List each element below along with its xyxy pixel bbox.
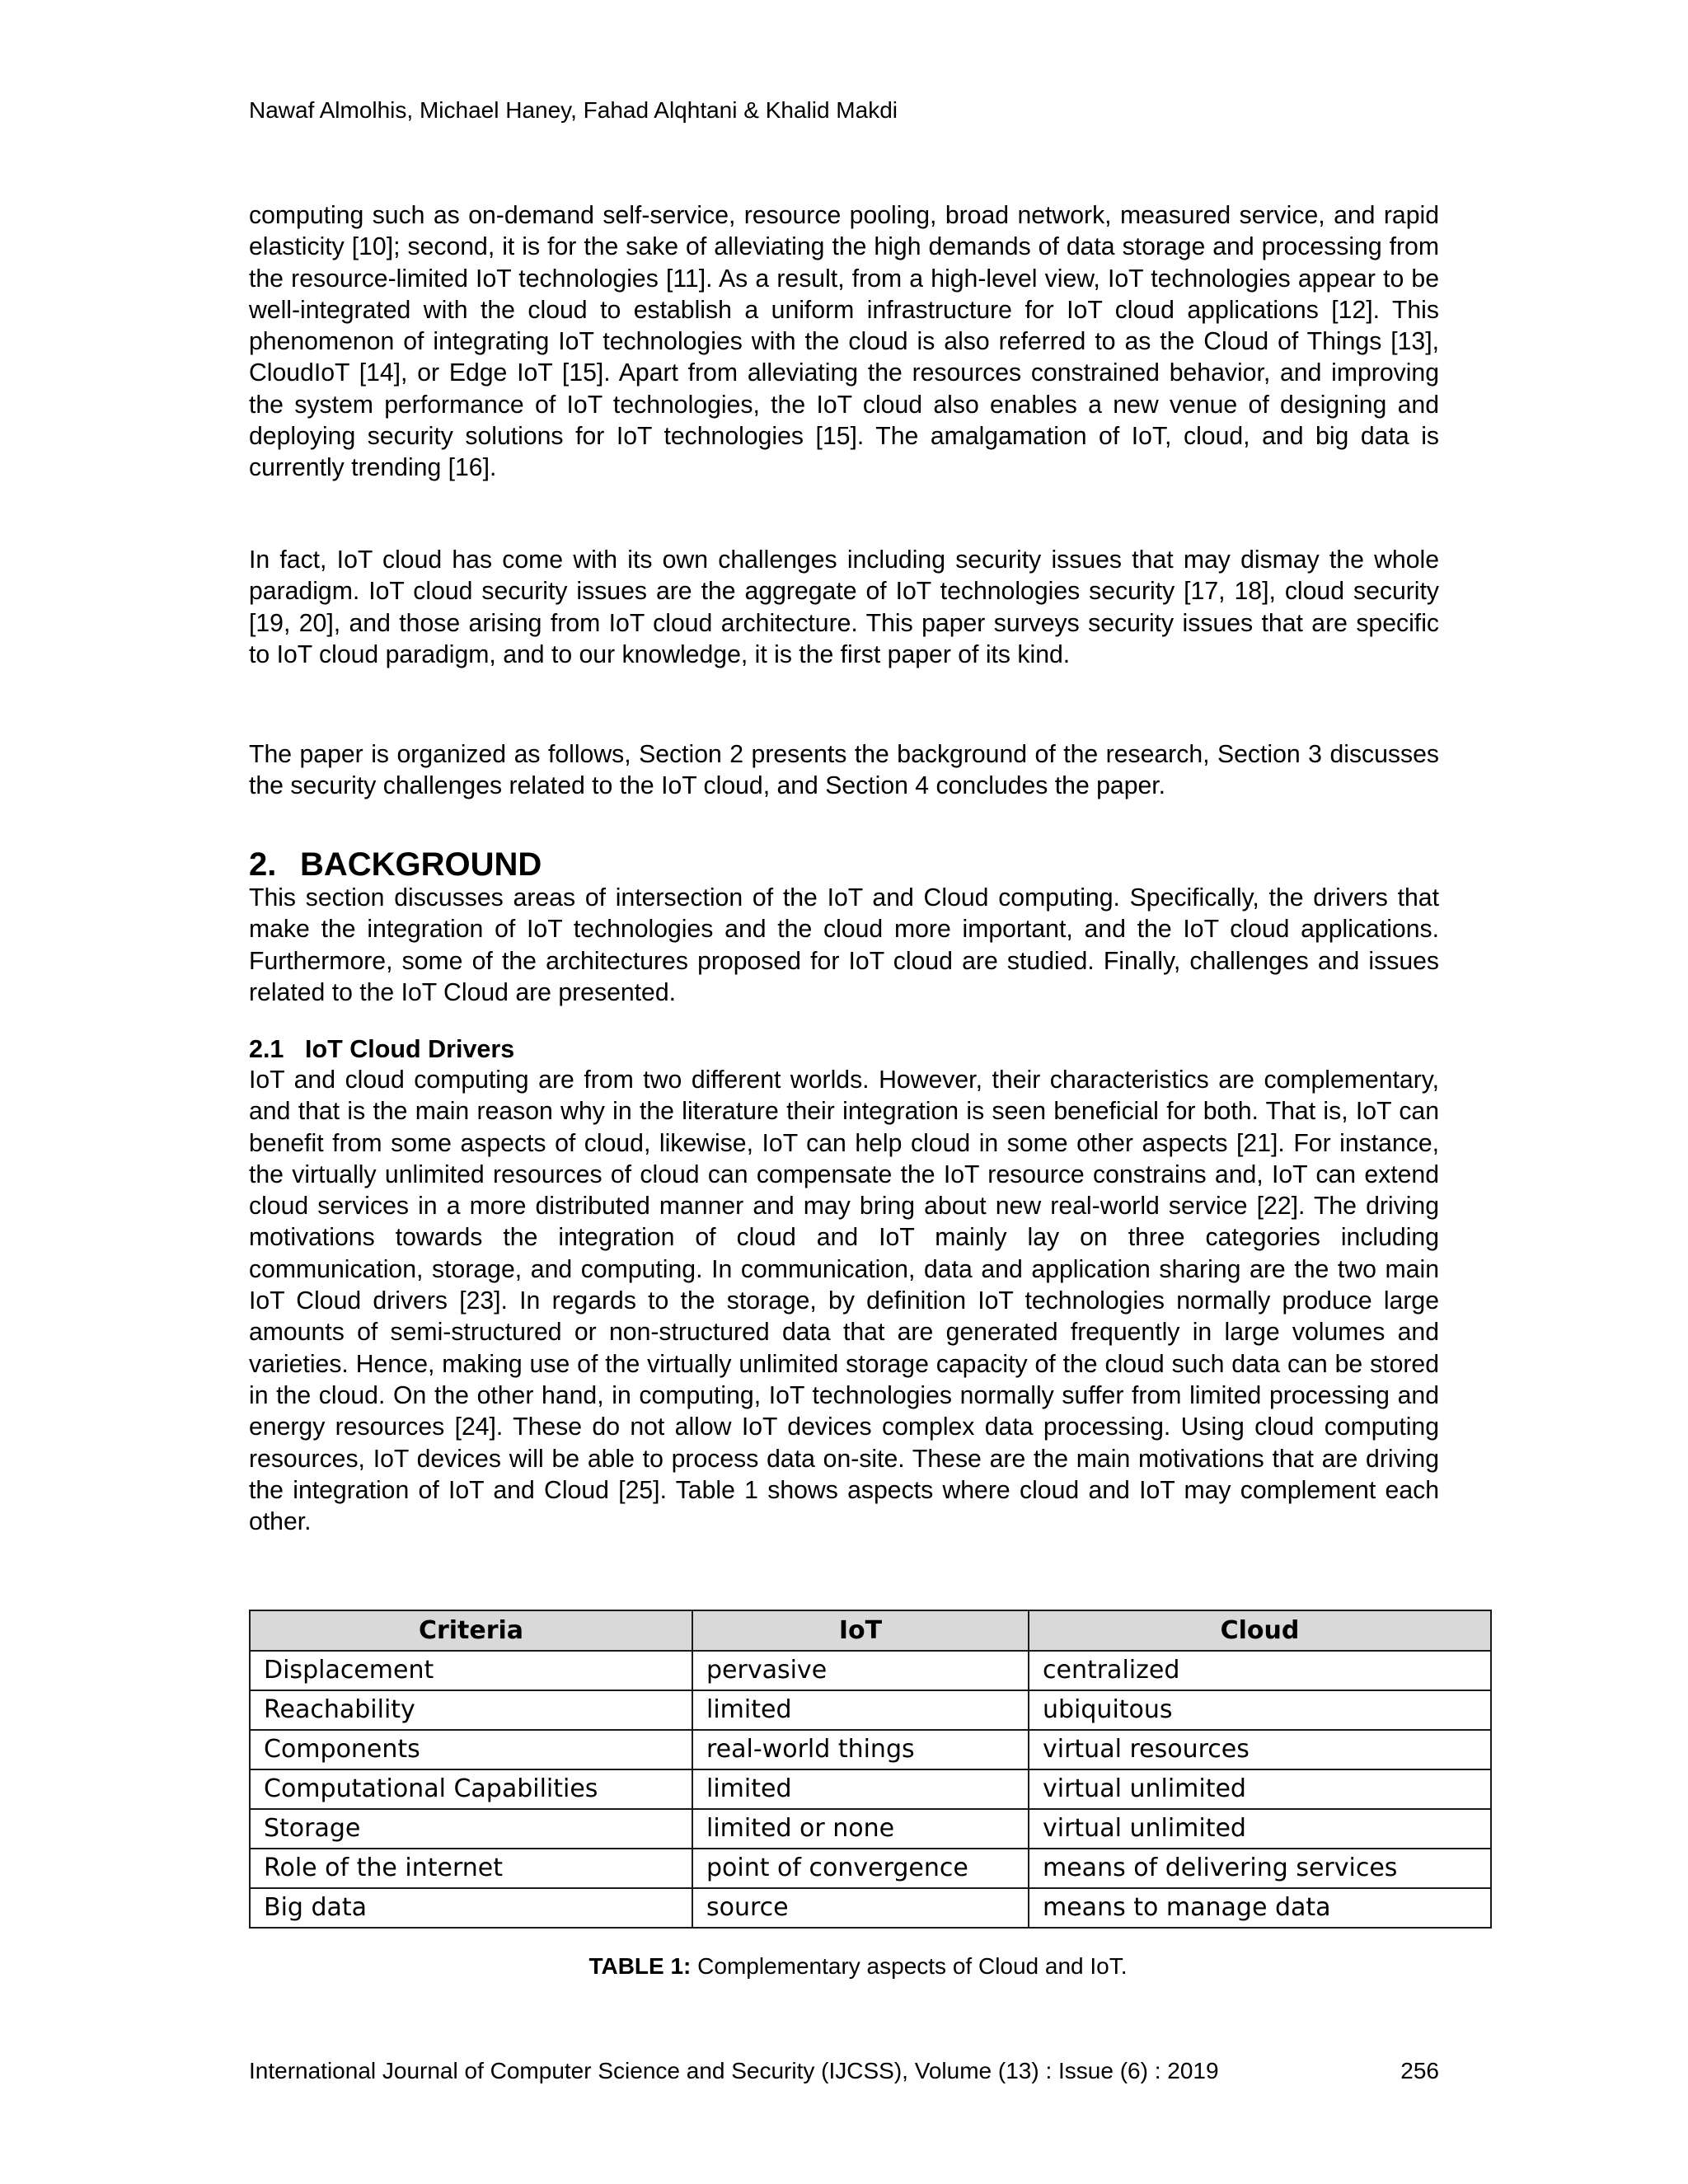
subsection-drivers-paragraph: IoT and cloud computing are from two different worlds. However, their characteristics are complementary, and that is the main reason why in the literature their integration is seen beneficial for both. That is, IoT can benefit from some aspects of cloud, likewise, IoT can help cloud in some other aspects [21]. For instance, the virtually unlimited resources of cloud can compensate the IoT resource constrains and, IoT can extend cloud services in a more distributed manner and may bring about new real-world service [22]. The driving motivations towards the integration of cloud and IoT mainly lay on three categories including communication, storage, and computing. In communication, data and application sharing are the two main IoT Cloud drivers [23]. In regards to the storage, by definition IoT technologies normally produce large amounts of semi-structured or non-structured data that are generated frequently in large volumes and varieties. Hence, making use of the virtually unlimited storage capacity of the cloud such data can be stored in the cloud. On the other hand, in computing, IoT technologies normally suffer from limited processing and energy resources [24]. These do not allow IoT devices complex data processing. Using cloud computing resources, IoT devices will be able to process data on-site. These are the main motivations that are driving the integration of IoT and Cloud [25]. Table 1 shows aspects where cloud and IoT may complement each other. bbox=[249, 1066, 1439, 1536]
footer-journal-citation: International Journal of Computer Science and Security (IJCSS), Volume (13) : Issue (6) : 2019 bbox=[249, 2058, 1219, 2083]
table-row bbox=[250, 1769, 1491, 1809]
page-footer bbox=[249, 2057, 1439, 2085]
cell-iot: real-world things bbox=[692, 1730, 1029, 1769]
cell-cloud: centralized bbox=[1029, 1651, 1491, 1690]
section-background-paragraph: This section discusses areas of intersection of the IoT and Cloud computing. Specifically, the drivers that make the integration of IoT technologies and the cloud more important, and the IoT cloud applications. Furthermore, some of the architectures proposed for IoT cloud are studied. Finally, challenges and issues related to the IoT Cloud are presented. bbox=[249, 884, 1439, 1006]
running-header-authors: Nawaf Almolhis, Michael Haney, Fahad Alqhtani & Khalid Makdi bbox=[249, 97, 898, 123]
cell-cloud: virtual resources bbox=[1029, 1730, 1491, 1769]
section-number: 2. bbox=[249, 846, 277, 883]
cell-criteria: Components bbox=[250, 1730, 692, 1769]
table-caption-text: Complementary aspects of Cloud and IoT. bbox=[691, 1953, 1128, 1979]
table-row bbox=[250, 1849, 1491, 1888]
intro-paragraph-2: In fact, IoT cloud has come with its own challenges including security issues that may dismay the whole paradigm. IoT cloud security issues are the aggregate of IoT technologies security [17, 18], cloud security [19, 20], and those arising from IoT cloud architecture. This paper surveys security issues that are specific to IoT cloud paradigm, and to our knowledge, it is the first paper of its kind. bbox=[249, 546, 1439, 668]
table-row bbox=[250, 1730, 1491, 1769]
cell-cloud: ubiquitous bbox=[1029, 1690, 1491, 1730]
cell-criteria: Big data bbox=[250, 1888, 692, 1928]
cell-iot: source bbox=[692, 1888, 1029, 1928]
cell-iot: pervasive bbox=[692, 1651, 1029, 1690]
column-header-iot: IoT bbox=[692, 1610, 1029, 1651]
cell-criteria: Displacement bbox=[250, 1651, 692, 1690]
table-caption bbox=[0, 1952, 1688, 1980]
page-number: 256 bbox=[1400, 2058, 1439, 2083]
complementary-aspects-table bbox=[249, 1610, 1492, 1929]
cell-criteria: Role of the internet bbox=[250, 1849, 692, 1888]
cell-iot: limited or none bbox=[692, 1809, 1029, 1849]
table-row bbox=[250, 1888, 1491, 1928]
column-header-criteria: Criteria bbox=[250, 1610, 692, 1651]
cell-iot: limited bbox=[692, 1690, 1029, 1730]
cell-cloud: virtual unlimited bbox=[1029, 1809, 1491, 1849]
table-header-row bbox=[250, 1610, 1491, 1651]
table-row bbox=[250, 1651, 1491, 1690]
cell-criteria: Reachability bbox=[250, 1690, 692, 1730]
cell-criteria: Computational Capabilities bbox=[250, 1769, 692, 1809]
cell-cloud: virtual unlimited bbox=[1029, 1769, 1491, 1809]
subsection-title: IoT Cloud Drivers bbox=[305, 1035, 515, 1063]
section-heading-background bbox=[249, 846, 542, 883]
section-title: BACKGROUND bbox=[300, 846, 542, 883]
cell-iot: limited bbox=[692, 1769, 1029, 1809]
cell-cloud: means to manage data bbox=[1029, 1888, 1491, 1928]
intro-paragraph-3: The paper is organized as follows, Section 2 presents the background of the research, Section 3 discusses the security challenges related to the IoT cloud, and Section 4 concludes the paper. bbox=[249, 741, 1439, 800]
table-row bbox=[250, 1809, 1491, 1849]
column-header-cloud: Cloud bbox=[1029, 1610, 1491, 1651]
subsection-heading-iot-cloud-drivers bbox=[249, 1033, 514, 1065]
cell-cloud: means of delivering services bbox=[1029, 1849, 1491, 1888]
subsection-number: 2.1 bbox=[249, 1035, 284, 1063]
cell-iot: point of convergence bbox=[692, 1849, 1029, 1888]
table-row bbox=[250, 1690, 1491, 1730]
table-caption-label: TABLE 1: bbox=[588, 1953, 692, 1979]
intro-paragraph-1: computing such as on-demand self-service, resource pooling, broad network, measured service, and rapid elasticity [10]; second, it is for the sake of alleviating the high demands of data storage and processing from the resource-limited IoT technologies [11]. As a result, from a high-level view, IoT technologies appear to be well-integrated with the cloud to establish a uniform infrastructure for IoT cloud applications [12]. This phenomenon of integrating IoT technologies with the cloud is also referred to as the Cloud of Things [13], CloudIoT [14], or Edge IoT [15]. Apart from alleviating the resources constrained behavior, and improving the system performance of IoT technologies, the IoT cloud also enables a new venue of designing and deploying security solutions for IoT technologies [15]. The amalgamation of IoT, cloud, and big data is currently trending [16]. bbox=[249, 202, 1439, 482]
cell-criteria: Storage bbox=[250, 1809, 692, 1849]
